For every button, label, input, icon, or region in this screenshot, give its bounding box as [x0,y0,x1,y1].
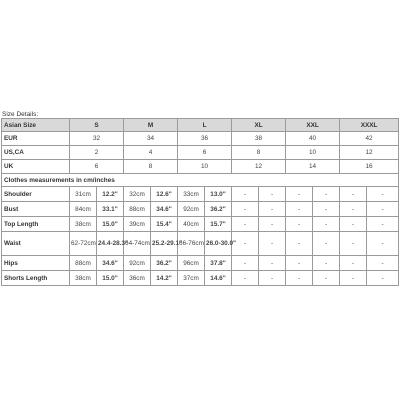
table-cell: - [286,232,313,256]
size-chart-table [1,118,399,286]
table-cell: 2 [70,146,124,160]
table-cell: 10 [178,160,232,174]
table-cell: - [313,256,340,271]
table-cell: - [232,232,259,256]
table-cell: 37cm [178,271,205,286]
size-header-row [2,119,399,132]
table-cell: - [340,187,367,202]
table-cell: - [259,256,286,271]
table-cell: - [232,256,259,271]
table-cell: 31cm [70,187,97,202]
table-cell: 12.2" [97,187,124,202]
table-cell: - [340,202,367,217]
table-cell: - [367,187,399,202]
table-cell: 42 [340,132,399,146]
header-size: XXL [286,119,340,132]
table-cell: 96cm [178,256,205,271]
table-cell: 84cm [70,202,97,217]
table-cell: 34.6" [97,256,124,271]
table-cell: 36cm [124,271,151,286]
table-cell: 38 [232,132,286,146]
table-cell: 39cm [124,217,151,232]
table-cell: 40cm [178,217,205,232]
section-title: Clothes measurements in cm/inches [2,174,399,187]
table-cell: - [232,187,259,202]
table-cell: - [367,217,399,232]
table-cell: - [340,232,367,256]
table-cell: 92cm [124,256,151,271]
table-cell: 12 [340,146,399,160]
table-cell: 24.4-28.3" [97,232,124,256]
table-cell: 37.8" [205,256,232,271]
table-row [2,232,399,256]
table-cell: - [259,187,286,202]
table-cell: 13.0" [205,187,232,202]
table-cell: 34.6" [151,202,178,217]
table-cell: 36 [178,132,232,146]
table-cell: 6 [70,160,124,174]
table-cell: 62-72cm [70,232,97,256]
header-size: XXXL [340,119,399,132]
table-cell: 14.6" [205,271,232,286]
table-cell: - [286,187,313,202]
table-row [2,146,399,160]
table-cell: 15.4" [151,217,178,232]
table-cell: - [286,256,313,271]
table-cell: 88cm [124,202,151,217]
table-cell: 32cm [124,187,151,202]
table-cell: - [340,271,367,286]
table-cell: - [313,217,340,232]
row-label: EUR [2,132,70,146]
table-cell: - [286,271,313,286]
table-cell: - [340,217,367,232]
row-label: Top Length [2,217,70,232]
row-label: Shorts Length [2,271,70,286]
table-cell: 36.2" [205,202,232,217]
table-cell: 12 [232,160,286,174]
table-row [2,271,399,286]
table-cell: - [232,271,259,286]
table-cell: - [367,256,399,271]
table-cell: 33cm [178,187,205,202]
table-cell: 36.2" [151,256,178,271]
row-label: UK [2,160,70,174]
table-cell: - [259,217,286,232]
table-cell: 40 [286,132,340,146]
size-details-caption: Size Details: [2,111,39,118]
table-cell: - [259,232,286,256]
table-cell: - [313,232,340,256]
table-cell: 16 [340,160,399,174]
table-cell: 15.0" [97,217,124,232]
table-cell: 38cm [70,271,97,286]
table-cell: - [232,202,259,217]
row-label: Waist [2,232,70,256]
table-cell: 14.2" [151,271,178,286]
measurements-section-row [2,174,399,187]
table-cell: - [313,271,340,286]
table-cell: - [367,271,399,286]
header-label: Asian Size [2,119,70,132]
table-cell: 26.0-30.0" [205,232,232,256]
header-size: S [70,119,124,132]
table-cell: - [340,256,367,271]
table-cell: 4 [124,146,178,160]
table-cell: 64-74cm [124,232,151,256]
table-cell: 15.7" [205,217,232,232]
table-cell: - [259,271,286,286]
row-label: Bust [2,202,70,217]
table-cell: 12.6" [151,187,178,202]
table-cell: - [313,187,340,202]
header-size: M [124,119,178,132]
table-cell: 10 [286,146,340,160]
table-cell: 33.1" [97,202,124,217]
row-label: Shoulder [2,187,70,202]
table-cell: 88cm [70,256,97,271]
table-row [2,132,399,146]
row-label: US,CA [2,146,70,160]
table-cell: 66-76cm [178,232,205,256]
table-cell: - [286,202,313,217]
table-row [2,202,399,217]
table-cell: 6 [178,146,232,160]
table-cell: 34 [124,132,178,146]
table-cell: - [232,217,259,232]
table-cell: 92cm [178,202,205,217]
table-cell: 15.0" [97,271,124,286]
table-cell: - [367,202,399,217]
table-cell: - [259,202,286,217]
table-row [2,160,399,174]
table-row [2,256,399,271]
table-cell: - [367,232,399,256]
table-row [2,217,399,232]
table-cell: 25.2-29.1" [151,232,178,256]
table-cell: 38cm [70,217,97,232]
table-cell: - [313,202,340,217]
table-cell: - [286,217,313,232]
table-cell: 32 [70,132,124,146]
header-size: XL [232,119,286,132]
row-label: Hips [2,256,70,271]
header-size: L [178,119,232,132]
table-cell: 14 [286,160,340,174]
table-row [2,187,399,202]
table-cell: 8 [232,146,286,160]
table-cell: 8 [124,160,178,174]
